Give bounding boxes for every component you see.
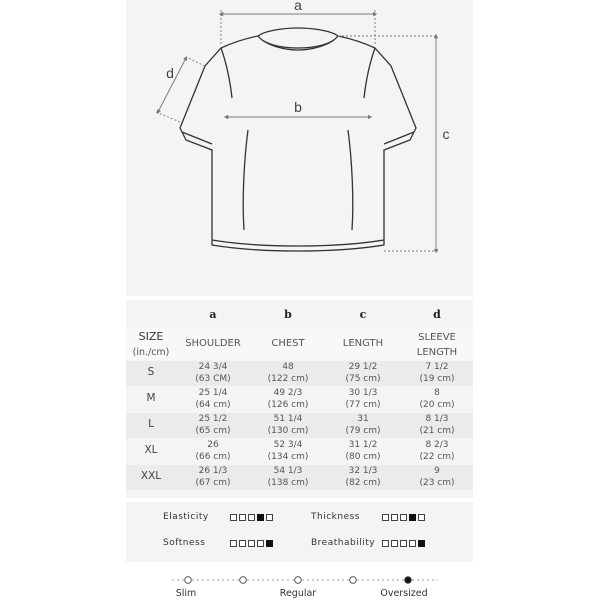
level-box	[382, 540, 389, 547]
cell-m-3-in: 8	[434, 388, 440, 398]
cell-s-3-in: 7 1/2	[425, 362, 449, 372]
col-letter-a: a	[209, 308, 217, 321]
attr-boxes-breathability	[382, 540, 425, 547]
cell-xl-3-in: 8 2/3	[425, 440, 449, 450]
level-box	[266, 514, 273, 521]
attr-boxes-thickness	[382, 514, 425, 521]
cell-s-2-in: 29 1/2	[348, 362, 378, 372]
level-box	[418, 540, 425, 547]
attr-label-breathability: Breathability	[311, 538, 376, 548]
cell-m-0-in: 25 1/4	[198, 388, 228, 398]
cell-s-0-in: 24 3/4	[198, 362, 228, 372]
cell-xl-1-cm: (134 cm)	[267, 452, 309, 462]
label-a: a	[294, 0, 302, 13]
cell-m-2-cm: (77 cm)	[345, 400, 381, 410]
cell-xl-3-cm: (22 cm)	[419, 452, 455, 462]
header-length: LENGTH	[342, 338, 384, 349]
cell-l-3-cm: (21 cm)	[419, 426, 455, 436]
cell-xxl-0-in: 26 1/3	[198, 466, 228, 476]
col-letter-c: c	[359, 308, 367, 321]
cell-s-2-cm: (75 cm)	[345, 374, 381, 384]
fit-stop	[350, 577, 357, 584]
level-box	[409, 540, 416, 547]
header-chest: CHEST	[271, 338, 305, 349]
cell-s-0-cm: (63 CM)	[195, 374, 231, 384]
cell-xl-2-in: 31 1/2	[348, 440, 378, 450]
level-box	[266, 540, 273, 547]
level-box	[382, 514, 389, 521]
cell-m-2-in: 30 1/3	[348, 388, 378, 398]
label-c: c	[442, 126, 450, 142]
cell-xxl-2-cm: (82 cm)	[345, 478, 381, 488]
cell-xxl-2-in: 32 1/3	[348, 466, 378, 476]
tshirt-outline	[180, 28, 416, 251]
level-box	[409, 514, 416, 521]
cell-xl-0-in: 26	[207, 440, 219, 450]
cell-l-0-cm: (65 cm)	[195, 426, 231, 436]
cell-xxl-1-cm: (138 cm)	[267, 478, 309, 488]
level-box	[230, 540, 237, 547]
cell-m-1-in: 49 2/3	[273, 388, 303, 398]
level-box	[391, 514, 398, 521]
label-b: b	[294, 99, 302, 115]
cell-l-0-in: 25 1/2	[198, 414, 228, 424]
attr-label-elasticity: Elasticity	[163, 512, 209, 522]
level-box	[391, 540, 398, 547]
label-d: d	[166, 65, 174, 81]
fabric-attributes	[126, 502, 473, 562]
cell-xl-2-cm: (80 cm)	[345, 452, 381, 462]
cell-l-2-cm: (79 cm)	[345, 426, 381, 436]
header-shoulder: SHOULDER	[185, 338, 241, 349]
level-box	[418, 514, 425, 521]
level-box	[400, 514, 407, 521]
attr-boxes-softness	[230, 540, 273, 547]
col-letter-b: b	[284, 308, 292, 321]
size-header: SIZE	[138, 330, 164, 343]
size-label-m: M	[146, 392, 156, 404]
cell-l-1-in: 51 1/4	[273, 414, 303, 424]
cell-xxl-1-in: 54 1/3	[273, 466, 303, 476]
level-box	[230, 514, 237, 521]
level-box	[239, 540, 246, 547]
level-box	[257, 540, 264, 547]
size-label-xxl: XXL	[140, 470, 162, 482]
cell-s-3-cm: (19 cm)	[419, 374, 455, 384]
cell-l-1-cm: (130 cm)	[267, 426, 309, 436]
cell-xl-1-in: 52 3/4	[273, 440, 303, 450]
cell-m-1-cm: (126 cm)	[267, 400, 309, 410]
unit-header: (in./cm)	[132, 347, 170, 358]
fit-stop	[185, 577, 192, 584]
size-label-l: L	[148, 418, 154, 430]
fit-stop	[240, 577, 247, 584]
garment-diagram	[126, 0, 473, 296]
cell-s-1-in: 48	[282, 362, 294, 372]
attr-boxes-elasticity	[230, 514, 273, 521]
fit-stop	[295, 577, 302, 584]
cell-m-3-cm: (20 cm)	[419, 400, 455, 410]
header-sleeve: SLEEVE	[418, 332, 456, 343]
tshirt-drawing	[126, 0, 473, 296]
fit-stop	[405, 577, 412, 584]
size-label-xl: XL	[144, 444, 158, 456]
cell-l-2-in: 31	[357, 414, 369, 424]
level-box	[400, 540, 407, 547]
fit-label-slim: Slim	[175, 588, 197, 599]
attr-label-thickness: Thickness	[311, 512, 360, 522]
header-sleeve-length: LENGTH	[416, 347, 458, 358]
cell-xxl-0-cm: (67 cm)	[195, 478, 231, 488]
size-label-s: S	[147, 366, 155, 378]
level-box	[257, 514, 264, 521]
fit-label-oversized: Oversized	[380, 588, 428, 599]
cell-l-3-in: 8 1/3	[425, 414, 449, 424]
level-box	[248, 514, 255, 521]
cell-xxl-3-in: 9	[434, 466, 440, 476]
cell-xl-0-cm: (66 cm)	[195, 452, 231, 462]
attr-label-softness: Softness	[163, 538, 206, 548]
level-box	[239, 514, 246, 521]
cell-m-0-cm: (64 cm)	[195, 400, 231, 410]
cell-s-1-cm: (122 cm)	[267, 374, 309, 384]
cell-xxl-3-cm: (23 cm)	[419, 478, 455, 488]
level-box	[248, 540, 255, 547]
fit-label-regular: Regular	[279, 588, 317, 599]
fit-scale	[126, 566, 473, 588]
col-letter-d: d	[433, 308, 441, 321]
